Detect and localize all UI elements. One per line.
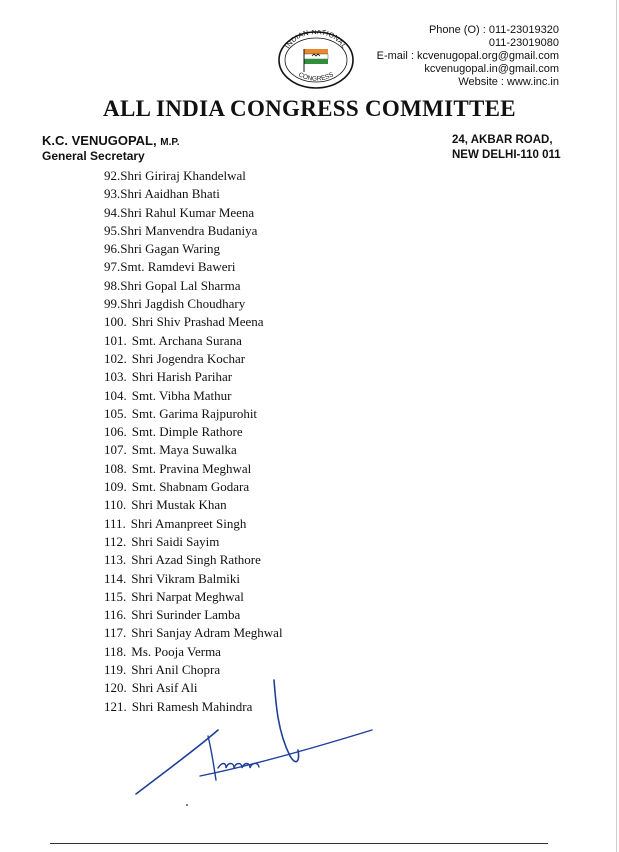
member-name: Shri Anil Chopra: [131, 662, 221, 678]
member-name: Shri Surinder Lamba: [131, 607, 241, 623]
phone-line-1: Phone (O) : 011-23019320: [428, 24, 559, 36]
member-number: 108.: [104, 460, 127, 476]
member-number: 116.: [104, 607, 127, 623]
list-item: [104, 167, 283, 185]
list-item: [104, 588, 283, 606]
list-item: [104, 551, 283, 569]
list-item: [104, 606, 283, 624]
member-number: 94.: [104, 204, 121, 220]
member-number: 99.: [104, 296, 121, 312]
member-name: Shri Rahul Kumar Meena: [120, 204, 255, 220]
member-number: 118.: [104, 643, 127, 659]
member-name: Shri Harish Parihar: [131, 369, 233, 385]
list-item: [104, 643, 283, 661]
member-name: Smt. Maya Suwalka: [131, 442, 237, 458]
list-item: [104, 496, 283, 514]
member-number: 117.: [104, 625, 127, 641]
svg-text:CONGRESS: [297, 71, 335, 83]
list-item: [104, 350, 283, 368]
member-name: Shri Shiv Prashad Meena: [131, 314, 264, 330]
member-name: Shri Jagdish Choudhary: [120, 296, 246, 312]
list-item: [104, 313, 283, 331]
member-name: Shri Saidi Sayim: [131, 533, 220, 549]
website-line: Website : www.inc.in: [458, 76, 559, 88]
member-name: Smt. Dimple Rathore: [131, 424, 243, 440]
signatory-role: General Secretary: [42, 149, 145, 163]
member-number: 96.: [104, 241, 121, 257]
member-name: Shri Gopal Lal Sharma: [120, 277, 241, 293]
member-number: 114.: [104, 570, 127, 586]
list-item: [104, 387, 283, 405]
signatory-name: [42, 133, 180, 148]
member-name: Smt. Pravina Meghwal: [131, 460, 252, 476]
list-item: [104, 295, 283, 313]
list-item: [104, 533, 283, 551]
phone-line-2: 011-23019080: [488, 37, 559, 49]
list-item: [104, 624, 283, 642]
logo-text-top: INDIAN NATIONAL: [284, 30, 348, 51]
signatory-name-text: K.C. VENUGOPAL,: [42, 133, 157, 148]
member-number: 115.: [104, 588, 127, 604]
list-item: [104, 368, 283, 386]
member-number: 95.: [104, 222, 121, 238]
member-number: 103.: [104, 369, 127, 385]
list-item: [104, 405, 283, 423]
member-number: 106.: [104, 424, 127, 440]
member-number: 112.: [104, 533, 127, 549]
member-name: Smt. Shabnam Godara: [131, 479, 250, 495]
member-number: 111.: [104, 515, 126, 531]
member-number: 101.: [104, 332, 127, 348]
member-number: 119.: [104, 662, 127, 678]
address-block: [452, 133, 561, 163]
member-name: Shri Asif Ali: [131, 680, 198, 696]
member-name: Shri Vikram Balmiki: [131, 570, 241, 586]
member-number: 113.: [104, 552, 127, 568]
email-line-2: kcvenugopal.in@gmail.com: [424, 63, 559, 75]
svg-text:INDIAN NATIONAL: [285, 30, 348, 50]
list-item: [104, 240, 283, 258]
signatory-suffix: M.P.: [160, 137, 180, 148]
member-number: 121.: [104, 698, 127, 714]
list-item: [104, 515, 283, 533]
member-number: 105.: [104, 405, 127, 421]
member-number: 98.: [104, 277, 121, 293]
list-item: [104, 460, 283, 478]
member-name: Ms. Pooja Verma: [131, 643, 221, 659]
list-item: [104, 277, 283, 295]
member-number: 120.: [104, 680, 127, 696]
member-name: Shri Gagan Waring: [120, 241, 221, 257]
document-title: ALL INDIA CONGRESS COMMITTEE: [103, 96, 516, 121]
member-name: Smt. Archana Surana: [131, 332, 242, 348]
member-name: Shri Narpat Meghwal: [131, 588, 244, 604]
contact-block: [377, 24, 559, 89]
list-item: [104, 222, 283, 240]
list-item: [104, 204, 283, 222]
list-item: [104, 332, 283, 350]
member-number: 93.: [104, 186, 121, 202]
member-number: 109.: [104, 479, 127, 495]
list-item: [104, 258, 283, 276]
member-number: 97.: [104, 259, 121, 275]
member-number: 100.: [104, 314, 127, 330]
member-number: 92.: [104, 168, 121, 183]
list-item: [104, 441, 283, 459]
member-name: Shri Azad Singh Rathore: [131, 552, 261, 568]
member-name: Shri Aaidhan Bhati: [120, 186, 220, 202]
member-list: [104, 167, 283, 716]
stray-mark: [186, 804, 188, 806]
list-item: [104, 570, 283, 588]
list-item: [104, 478, 283, 496]
footer-rule: [50, 843, 548, 844]
page-edge: [616, 0, 617, 852]
member-name: Smt. Garima Rajpurohit: [131, 405, 258, 421]
address-line-1: 24, AKBAR ROAD,: [452, 134, 553, 146]
logo-text-bottom: CONGRESS: [297, 71, 335, 83]
member-number: 107.: [104, 442, 127, 458]
email-line-1: E-mail : kcvenugopal.org@gmail.com: [376, 50, 559, 62]
member-name: Shri Ramesh Mahindra: [131, 698, 253, 714]
congress-logo: [276, 30, 356, 90]
member-name: Shri Sanjay Adram Meghwal: [131, 625, 283, 641]
address-line-2: NEW DELHI-110 011: [452, 149, 561, 161]
list-item: [104, 423, 283, 441]
member-name: Shri Jogendra Kochar: [131, 350, 246, 366]
member-number: 102.: [104, 350, 127, 366]
member-number: 104.: [104, 387, 127, 403]
member-name: Shri Manvendra Budaniya: [120, 222, 258, 238]
handwritten-signature: [130, 676, 380, 802]
member-name: Shri Giriraj Khandelwal: [120, 168, 246, 183]
member-name: Shri Mustak Khan: [131, 497, 227, 513]
member-name: Shri Amanpreet Singh: [130, 515, 247, 531]
member-name: Smt. Ramdevi Baweri: [120, 259, 236, 275]
list-item: [104, 185, 283, 203]
member-number: 110.: [104, 497, 127, 513]
member-name: Smt. Vibha Mathur: [131, 387, 232, 403]
